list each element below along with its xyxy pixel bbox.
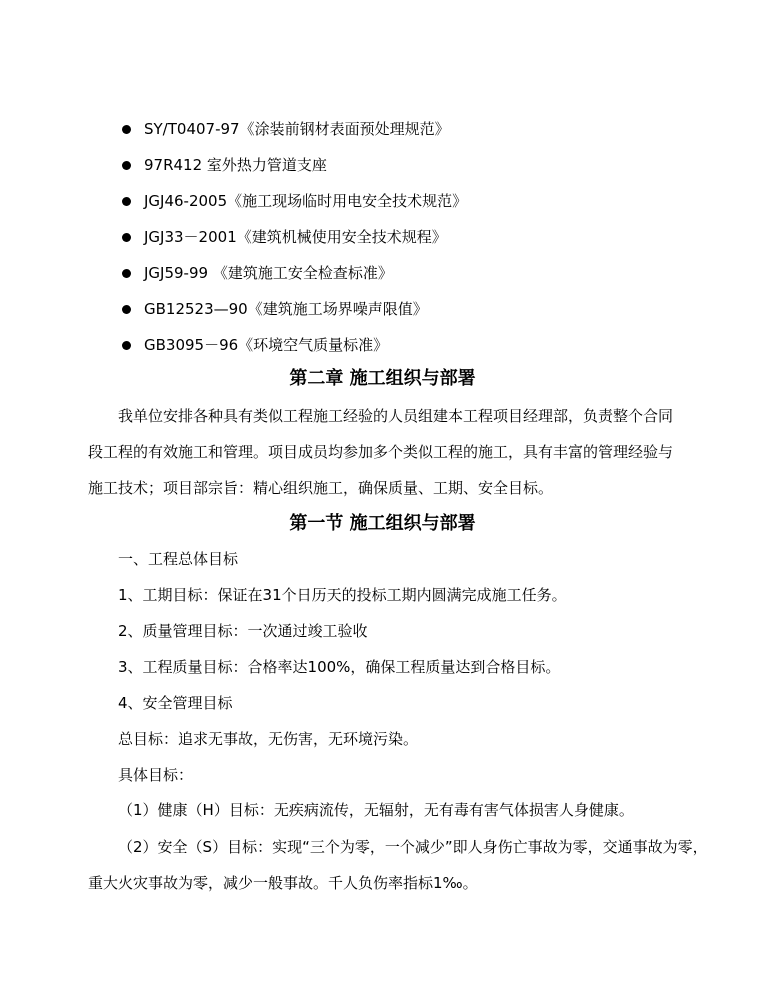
- list-item: [122, 189, 467, 225]
- bullet-icon: [122, 233, 131, 242]
- list-item: [122, 297, 467, 333]
- list-item: [122, 117, 467, 153]
- standard-text: GB3095－96《环境空气质量标准》: [144, 336, 389, 354]
- bullet-icon: [122, 305, 131, 314]
- section-title: 第一节 施工组织与部署: [289, 513, 476, 534]
- intro-line: 我单位安排各种具有类似工程施工经验的人员组建本工程项目经理部，负责整个合同: [118, 407, 674, 425]
- bullet-icon: [122, 125, 131, 134]
- standard-text: SY/T0407-97《涂装前钢材表面预处理规范》: [144, 120, 450, 138]
- specific-goals-label: 具体目标：: [118, 766, 194, 784]
- list-item: [122, 225, 467, 261]
- goals-heading: 一、工程总体目标: [118, 550, 239, 568]
- bullet-icon: [122, 341, 131, 350]
- standard-text: JGJ33－2001《建筑机械使用安全技术规程》: [144, 228, 447, 246]
- list-item: [122, 153, 467, 189]
- standards-list: [122, 117, 467, 369]
- bullet-icon: [122, 197, 131, 206]
- intro-line: 施工技术；项目部宗旨：精心组织施工，确保质量、工期、安全目标。: [88, 479, 554, 497]
- safety-management-goal: 4、安全管理目标: [118, 694, 233, 712]
- overall-goal: 总目标：追求无事故，无伤害，无环境污染。: [118, 730, 419, 748]
- standard-text: 97R412 室外热力管道支座: [144, 156, 327, 174]
- standard-text: JGJ46-2005《施工现场临时用电安全技术规范》: [144, 192, 468, 210]
- standard-text: GB12523—90《建筑施工场界噪声限值》: [144, 300, 428, 318]
- list-item: [122, 333, 467, 369]
- safety-goal-line: 重大火灾事故为零，减少一般事故。千人负伤率指标1‰。: [88, 874, 478, 892]
- schedule-goal: 1、工期目标：保证在31个日历天的投标工期内圆满完成施工任务。: [118, 586, 567, 604]
- bullet-icon: [122, 269, 131, 278]
- intro-line: 段工程的有效施工和管理。项目成员均参加多个类似工程的施工，具有丰富的管理经验与: [88, 443, 674, 461]
- engineering-quality-goal: 3、工程质量目标：合格率达100%，确保工程质量达到合格目标。: [118, 658, 561, 676]
- bullet-icon: [122, 161, 131, 170]
- chapter-title: 第二章 施工组织与部署: [289, 368, 476, 389]
- list-item: [122, 261, 467, 297]
- quality-management-goal: 2、质量管理目标：一次通过竣工验收: [118, 622, 368, 640]
- safety-goal-line: （2）安全（S）目标：实现“三个为零，一个减少”即人身伤亡事故为零，交通事故为零，: [118, 838, 708, 856]
- standard-text: JGJ59-99 《建筑施工安全检查标准》: [144, 264, 393, 282]
- health-goal: （1）健康（H）目标：无疾病流传，无辐射，无有毒有害气体损害人身健康。: [118, 801, 634, 819]
